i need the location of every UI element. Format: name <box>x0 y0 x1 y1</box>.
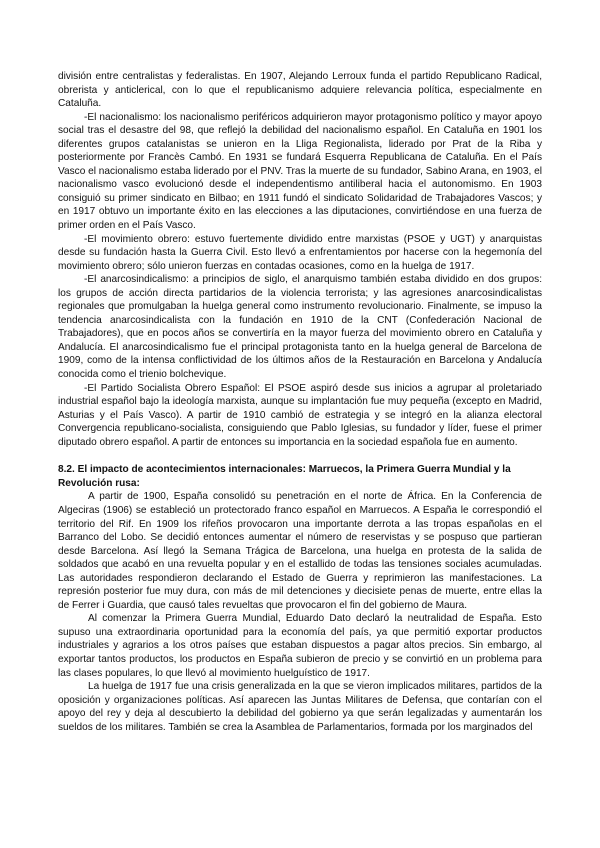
paragraph-republicanismo: división entre centralistas y federalistas. En 1907, Alejando Lerroux funda el partido Republicano Radical, obrerista y anticlerical, con lo que el republicanismo adquiere relevancia política, especialmente en Cataluña. <box>58 71 542 110</box>
paragraph-nacionalismo: -El nacionalismo: los nacionalismo periféricos adquirieron mayor protagonismo político y mayor apoyo social tras el desastre del 98, que reflejó la debilidad del nacionalismo español. En Cataluña en 1901 los diferentes grupos catalanistas se unieron en la Lliga Regionalista, liderado por Prat de la Riba y posteriormente por Francès Cambó. En 1931 se fundará Esquerra Republicana de Cataluña. En el País Vasco el nacionalismo estaba liderado por el PNV. Tras la muerte de su fundador, Sabino Arana, en 1903, el nacionalismo vasco evolucionó desde el independentismo antiliberal hacia el autonomismo. En 1903 consiguió su primer sindicato en Bilbao; en 1911 fundó el sindicato Solidaridad de Trabajadores Vascos; y en 1917 obtuvo un importante éxito en las elecciones a las diputaciones, convirtiéndose en una fuerza de primer orden en el País Vasco. <box>58 111 542 232</box>
paragraph-movimiento-obrero: -El movimiento obrero: estuvo fuertemente dividido entre marxistas (PSOE y UGT) y anarquistas desde su fundación hasta la Guerra Civil. Esto llevó a enfrentamientos por hacerse con la hegemonía del movimiento obrero; sólo unieron fuerzas en contadas ocasiones, como en la huelga de 1917. <box>58 233 542 272</box>
paragraph-psoe: -El Partido Socialista Obrero Español: El PSOE aspiró desde sus inicios a agrupar al proletariado industrial español bajo la ideología marxista, aunque su implantación fue muy pequeña (excepto en Madrid, Asturias y el País Vasco). A partir de 1910 cambió de estrategia y se integró en la alianza electoral Convergencia republicano-socialista, consiguiendo que Pablo Iglesias, su fundador y líder, fuese el primer diputado obrero español. A partir de entonces su importancia en la sociedad española fue en aumento. <box>58 382 542 448</box>
paragraph-marruecos: A partir de 1900, España consolidó su penetración en el norte de África. En la Conferencia de Algeciras (1906) se estableció un protectorado franco español en Marruecos. A España le correspondió el territorio del Rif. En 1909 los rifeños provocaron una importante derrota a las tropas españolas en el Barranco del Lobo. Se decidió entonces aumentar el número de reservistas y se pospuso que partieran desde Barcelona. Así llegó la Semana Trágica de Barcelona, una huelga en protesta de la salida de soldados que acabó en una revuelta popular y en el estallido de todas las tensiones sociales acumuladas. Las autoridades respondieron declarando el Estado de Guerra y reprimieron las manifestaciones. La represión posterior fue muy dura, con más de mil detenciones y diecisiete penas de muerte, entre ellas la de Ferrer i Guardia, que causó tales revueltas que provocaron el fin del gobierno de Maura. <box>58 491 542 611</box>
paragraph-anarcosindicalismo: -El anarcosindicalismo: a principios de siglo, el anarquismo también estaba dividido en dos grupos: los grupos de acción directa partidarios de la violencia terrorista; y las agresiones anarcosindicalistas regionales que promulgaban la huelga general como instrumento revolucionario. Finalmente, se impuso la tendencia anarcosindicalista con la fundación en 1910 de la CNT (Confederación Nacional de Trabajadores), que en pocos años se convertiría en la mayor fuerza del movimiento obrero en Cataluña y Andalucía. El anarcosindicalismo fue el principal protagonista tanto en la huelga general de Barcelona de 1909, como de la intensa conflictividad de los últimos años de la Restauración en Barcelona y Andalucía conocida como el trienio bolchevique. <box>58 274 542 381</box>
paragraph-primera-guerra-mundial: Al comenzar la Primera Guerra Mundial, Eduardo Dato declaró la neutralidad de España. Esto supuso una extraordinaria oportunidad para la economía del país, ya que permitió exportar productos industriales y agrarios a los otros países que estaban dispuestos a pagar altos precios. Sin embargo, al exportar tantos productos, los productos en España subieron de precio y se convirtió en un problema para las clases populares, lo que llevó al movimiento huelguístico de 1917. <box>58 613 542 679</box>
section-body <box>58 490 542 734</box>
section-heading: 8.2. El impacto de acontecimientos internacionales: Marruecos, la Primera Guerra Mundial y la Revolución rusa: <box>58 464 511 489</box>
intro-block <box>58 70 542 449</box>
paragraph-huelga-1917: La huelga de 1917 fue una crisis generalizada en la que se vieron implicados militares, partidos de la oposición y organizaciones políticas. Así aparecen las Juntas Militares de Defensa, que contarían con el apoyo del rey y deja al descubierto la debilidad del gobierno ya que serán legalizadas y aumentarán los sueldos de los militares. También se crea la Asamblea de Parlamentarios, formada por los marginados del <box>58 681 542 733</box>
